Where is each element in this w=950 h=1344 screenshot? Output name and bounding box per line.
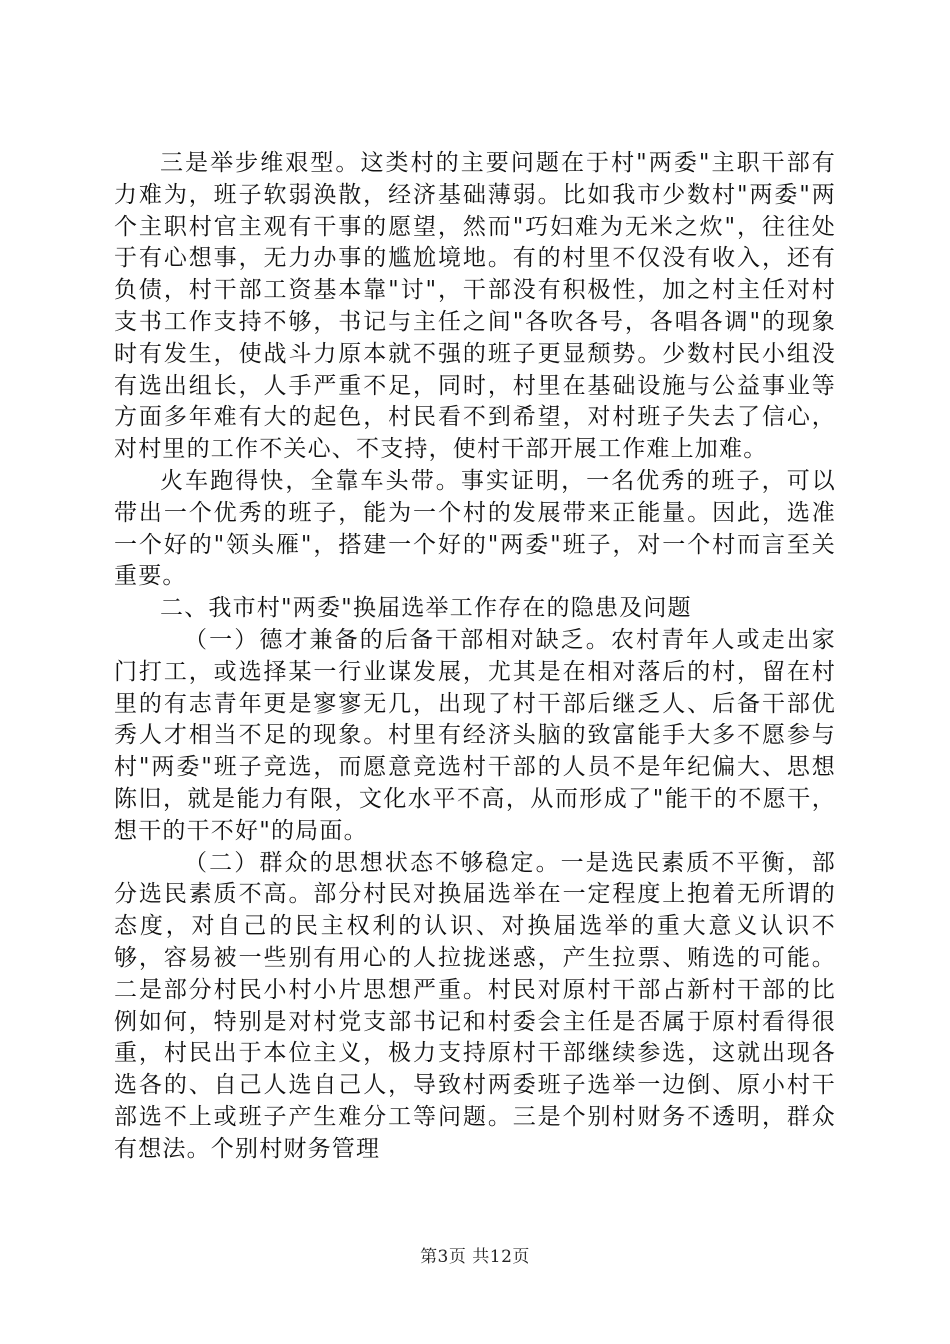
paragraph-type-three: 三是举步维艰型。这类村的主要问题在于村"两委"主职干部有力难为，班子软弱涣散，经济基础薄弱。比如我市少数村"两委"两个主职村官主观有干事的愿望，然而"巧妇难为无米之炊"，往往处于有心想事，无力办事的尴尬境地。有的村里不仅没有收入，还有负债，村干部工资基本靠"讨"，干部没有积极性，加之村主任对村支书工作支持不够，书记与主任之间"各吹各号，各唱各调"的现象时有发生，使战斗力原本就不强的班子更显颓势。少数村民小组没有选出组长，人手严重不足，同时，村里在基础设施与公益事业等方面多年难有大的起色，村民看不到希望，对村班子失去了信心，对村里的工作不关心、不支持，使村干部开展工作难上加难。 bbox=[114, 150, 836, 463]
paragraph-locomotive: 火车跑得快，全靠车头带。事实证明，一名优秀的班子，可以带出一个优秀的班子，能为一个村的发展带来正能量。因此，选准一个好的"领头雁"，搭建一个好的"两委"班子，对一个村而言至关重要。 bbox=[114, 467, 836, 590]
document-body bbox=[114, 148, 836, 1166]
paragraph-section-one: （一）德才兼备的后备干部相对缺乏。农村青年人或走出家门打工，或选择某一行业谋发展，尤其是在相对落后的村，留在村里的有志青年更是寥寥无几，出现了村干部后继乏人、后备干部优秀人才相当不足的现象。村里有经济头脑的致富能手大多不愿参与村"两委"班子竞选，而愿意竞选村干部的人员不是年纪偏大、思想陈旧，就是能力有限，文化水平不高，从而形成了"能干的不愿干，想干的干不好"的局面。 bbox=[114, 626, 836, 844]
section-heading: 二、我市村"两委"换届选举工作存在的隐患及问题 bbox=[160, 595, 692, 622]
paragraph-section-two: （二）群众的思想状态不够稳定。一是选民素质不平衡，部分选民素质不高。部分村民对换届选举在一定程度上抱着无所谓的态度，对自己的民主权利的认识、对换届选举的重大意义认识不够，容易被一些别有用心的人拉拢迷惑，产生拉票、贿选的可能。二是部分村民小村小片思想严重。村民对原村干部占新村干部的比例如何，特别是对村党支部书记和村委会主任是否属于原村看得很重，村民出于本位主义，极力支持原村干部继续参选，这就出现各选各的、自己人选自己人，导致村两委班子选举一边倒、原小村干部选不上或班子产生难分工等问题。三是个别村财务不透明，群众有想法。个别村财务管理 bbox=[114, 849, 836, 1162]
page-number-footer: 第3页 共12页 bbox=[420, 1247, 530, 1267]
